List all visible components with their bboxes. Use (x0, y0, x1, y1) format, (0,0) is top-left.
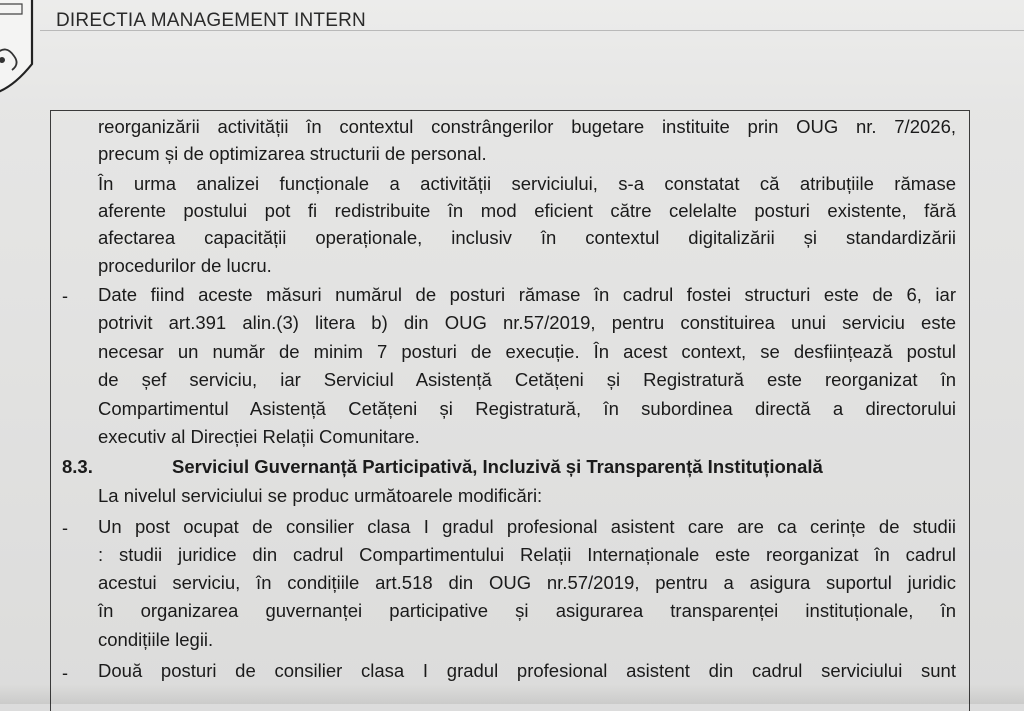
bottom-shadow (0, 684, 1024, 704)
bullet2-line-4: în organizarea guvernanței participative și asigurarea transparenței instituționale, în (98, 600, 956, 621)
para2-line-4: procedurilor de lucru. (98, 255, 272, 276)
para1-line-1: reorganizării activității în contextul constrângerilor bugetare instituite prin OUG nr. 7/2026, (98, 116, 956, 137)
bullet2-line-5: condițiile legii. (98, 629, 214, 650)
section-number: 8.3. (62, 456, 93, 477)
bullet1-line-4: de șef serviciu, iar Serviciul Asistență Cetățeni și Registratură este reorganizat în (98, 369, 956, 390)
bullet2-line-2: : studii juridice din cadrul Compartimentului Relații Internaționale este reorganizat în cadrul (98, 544, 956, 565)
page-header (0, 0, 1024, 110)
coat-of-arms-logo (0, 0, 40, 94)
bullet-dash: - (62, 663, 68, 683)
para2-line-2: aferente postului pot fi redistribuite în mod eficient către celelalte posturi existente, fără (98, 200, 956, 221)
bullet1-line-6: executiv al Direcției Relații Comunitare. (98, 426, 420, 447)
bullet-dash: - (62, 286, 68, 306)
bullet2-line-3: acestui serviciu, în condițiile art.518 din OUG nr.57/2019, pentru a asigura suportul juridic (98, 572, 956, 593)
bullet1-line-3: necesar un număr de minim 7 posturi de execuție. În acest context, se desființează postul (98, 341, 956, 362)
section-title: Serviciul Guvernanță Participativă, Incluzivă și Transparență Instituțională (172, 456, 823, 477)
bullet1-line-2: potrivit art.391 alin.(3) litera b) din OUG nr.57/2019, pentru constituirea unui serviciu este (98, 312, 956, 333)
para2-line-3: afectarea capacității operaționale, inclusiv în contextul digitalizării și standardizării (98, 227, 956, 248)
bullet1-line-1: Date fiind aceste măsuri numărul de posturi rămase în cadrul fostei structuri este de 6, iar (98, 284, 956, 305)
section-intro: La nivelul serviciului se produc următoarele modificări: (98, 485, 543, 506)
para2-line-1: În urma analizei funcționale a activității serviciului, s-a constatat că atribuțiile rămase (98, 173, 956, 194)
department-title: DIRECTIA MANAGEMENT INTERN (56, 10, 366, 31)
para1-line-2: precum și de optimizarea structurii de personal. (98, 143, 487, 164)
bullet1-line-5: Compartimentul Asistență Cetățeni și Registratură, în subordinea directă a directorului (98, 398, 956, 419)
bullet2-line-1: Un post ocupat de consilier clasa I gradul profesional asistent care are ca cerințe de studii (98, 516, 956, 537)
bullet3-line-1: Două posturi de consilier clasa I gradul profesional asistent din cadrul serviciului sunt (98, 660, 956, 681)
bullet-dash: - (62, 518, 68, 538)
